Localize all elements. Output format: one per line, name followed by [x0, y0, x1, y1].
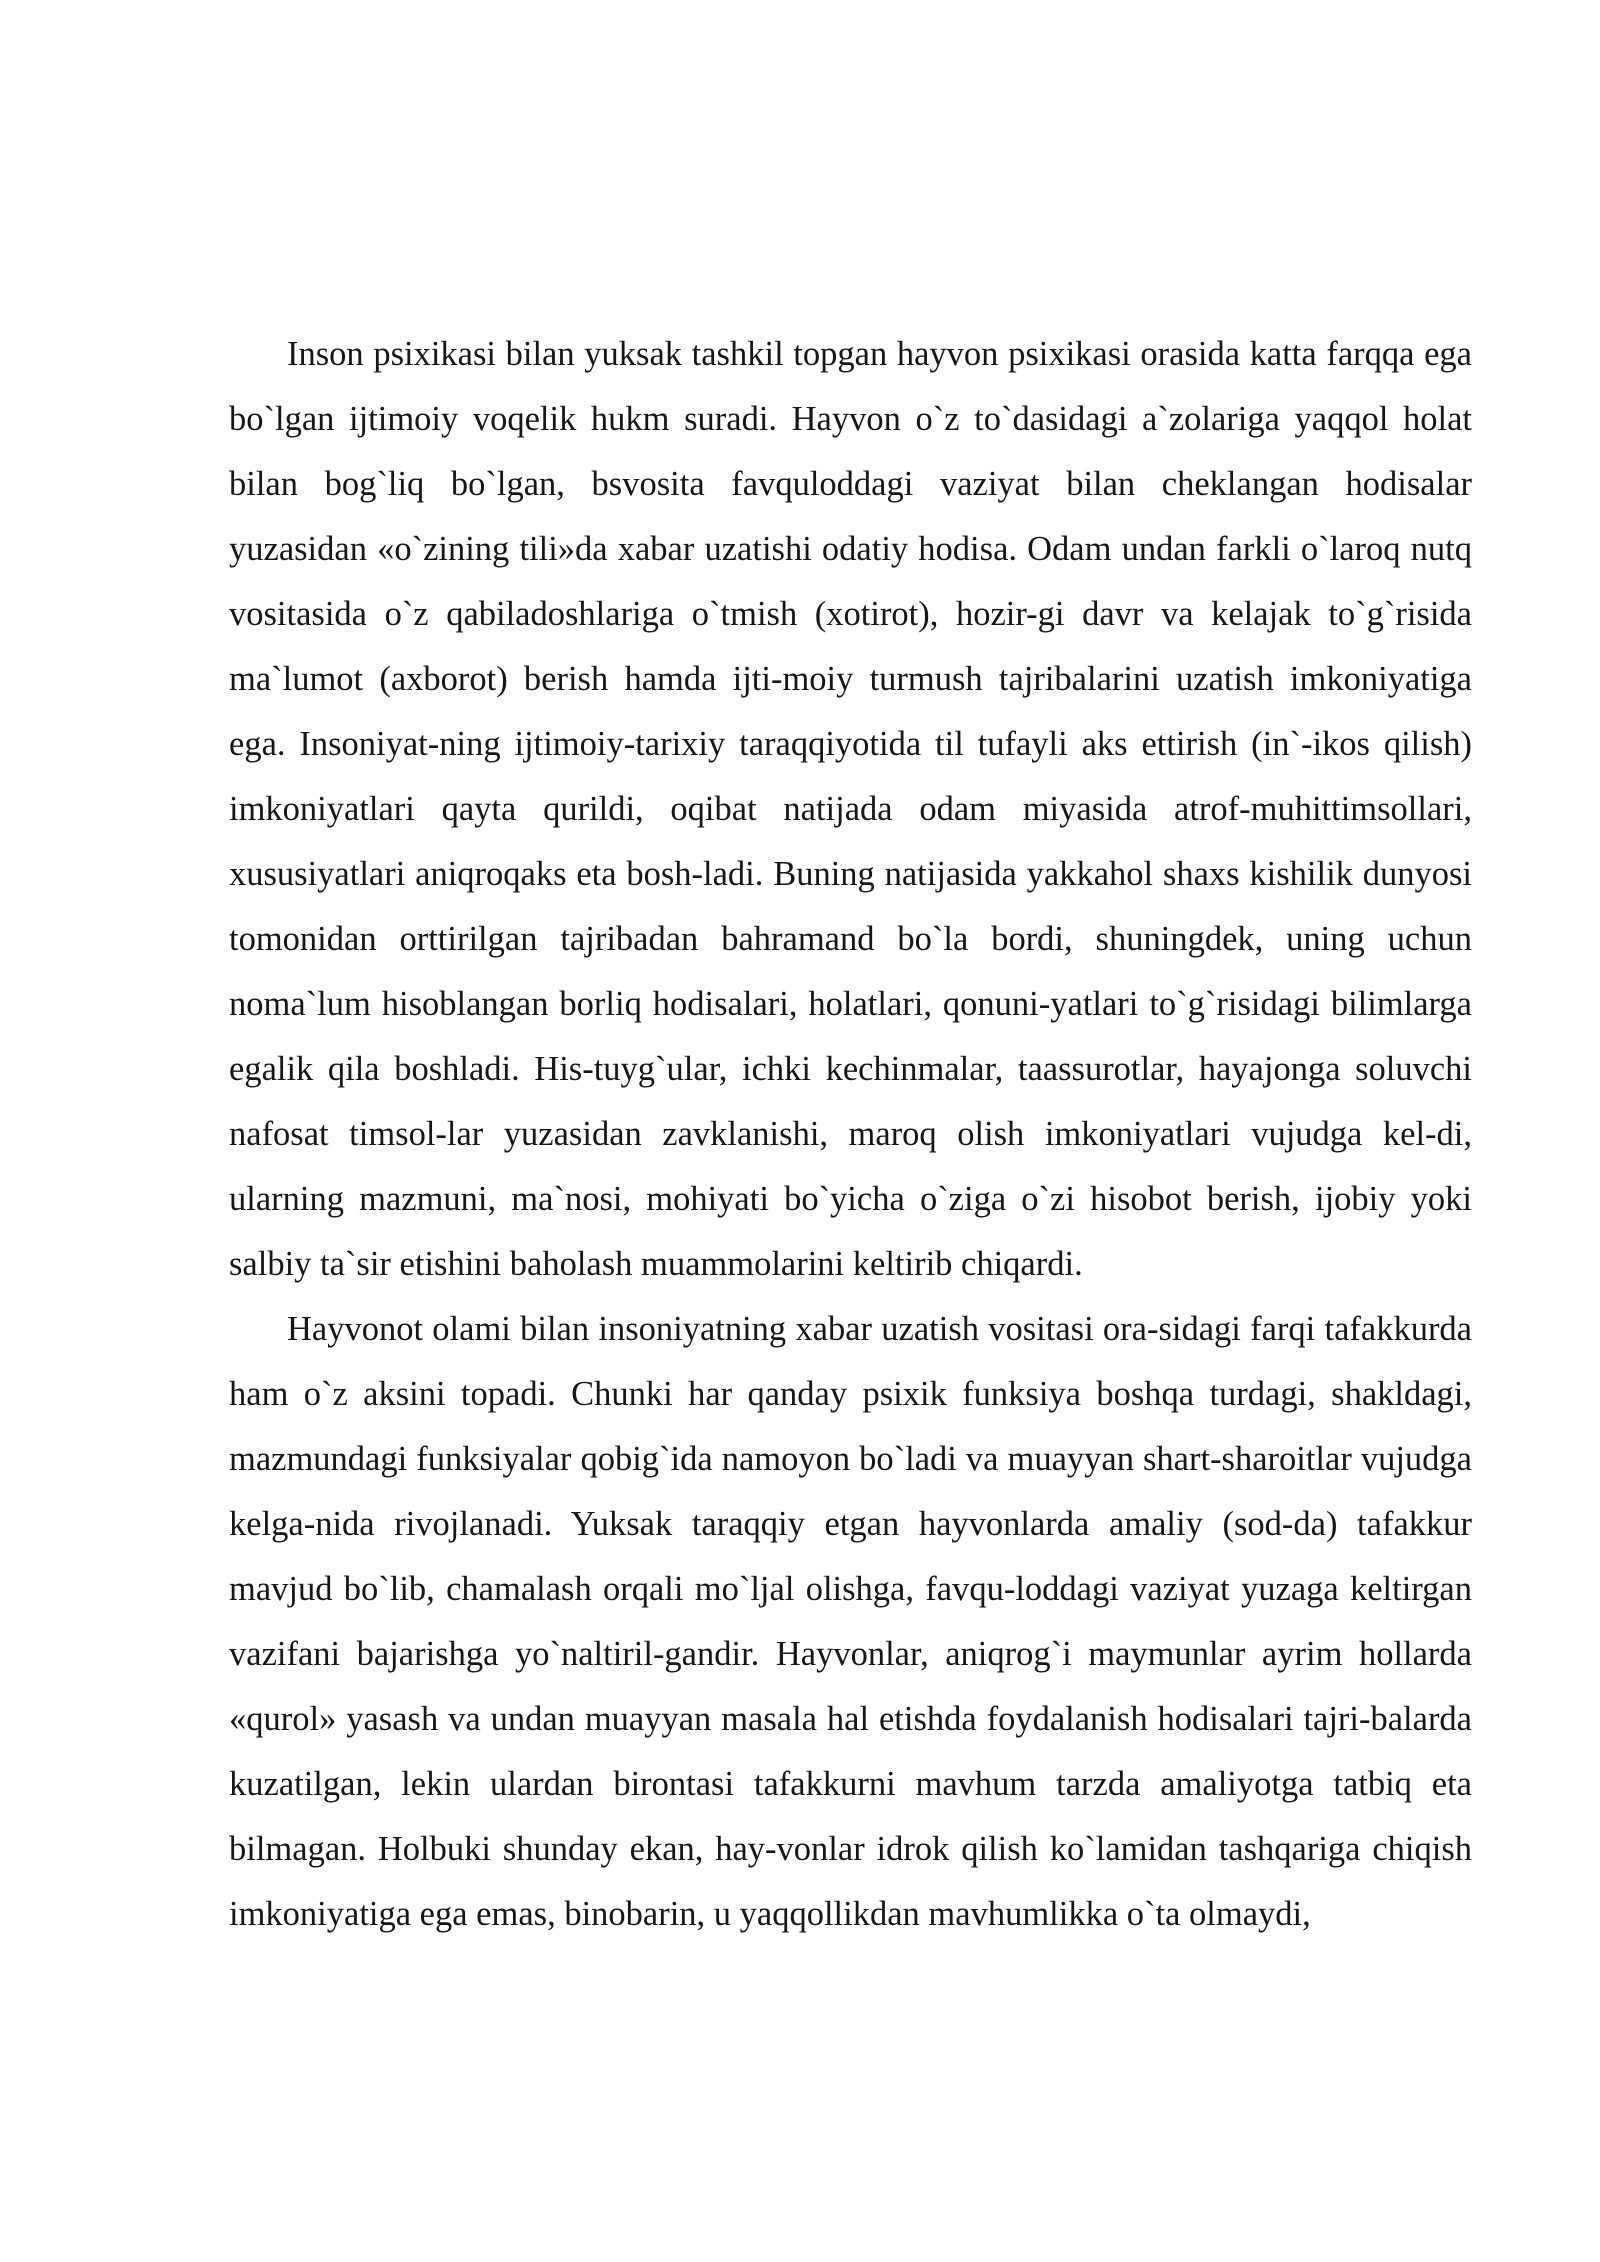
paragraph-thinking-difference: Hayvonot olami bilan insoniyatning xabar uzatish vositasi ora-sidagi farqi tafakkurda ham o`z aksini topadi. Chunki har qanday psixik funksiya boshqa turdagi, shakldagi, mazmundagi funksiyalar qobig`ida namoyon bo`ladi va muayyan shart-sharoitlar vujudga kelga-nida rivojlanadi. Yuksak taraqqiy etgan hayvonlarda amaliy (sod-da) tafakkur mavjud bo`lib, chamalash orqali mo`ljal olishga, favqu-loddagi vaziyat yuzaga keltirgan vazifani bajarishga yo`naltiril-gandir. Hayvonlar, aniqrog`i maymunlar ayrim hollarda «qurol» yasash va undan muayyan masala hal etishda foydalanish hodisalari tajri-balarda kuzatilgan, lekin ulardan birontasi tafakkurni mavhum tarzda amaliyotga tatbiq eta bilmagan. Holbuki shunday ekan, hay-vonlar idrok qilish ko`lamidan tashqariga chiqish imkoniyatiga ega emas, binobarin, u yaqqollikdan mavhumlikka o`ta olmaydi, [229, 1310, 1472, 1933]
document-body [229, 322, 1472, 1947]
paragraph-psyche-comparison: Inson psixikasi bilan yuksak tashkil topgan hayvon psixikasi orasida katta farqqa ega bo`lgan ijtimoiy voqelik hukm suradi. Hayvon o`z to`dasidagi a`zolariga yaqqol holat bilan bog`liq bo`lgan, bsvosita favquloddagi vaziyat bilan cheklangan hodisalar yuzasidan «o`zining tili»da xabar uzatishi odatiy hodisa. Odam undan farkli o`laroq nutq vositasida o`z qabiladoshlariga o`tmish (xotirot), hozir-gi davr va kelajak to`g`risida ma`lumot (axborot) berish hamda ijti-moiy turmush tajribalarini uzatish imkoniyatiga ega. Insoniyat-ning ijtimoiy-tarixiy taraqqiyotida til tufayli aks ettirish (in`-ikos qilish) imkoniyatlari qayta qurildi, oqibat natijada odam miyasida atrof-muhittimsollari, xususiyatlari aniqroqaks eta bosh-ladi. Buning natijasida yakkahol shaxs kishilik dunyosi tomonidan orttirilgan tajribadan bahramand bo`la bordi, shuningdek, uning uchun noma`lum hisoblangan borliq hodisalari, holatlari, qonuni-yatlari to`g`risidagi bilimlarga egalik qila boshladi. His-tuyg`ular, ichki kechinmalar, taassurotlar, hayajonga soluvchi nafosat timsol-lar yuzasidan zavklanishi, maroq olish imkoniyatlari vujudga kel-di, ularning mazmuni, ma`nosi, mohiyati bo`yicha o`ziga o`zi hisobot berish, ijobiy yoki salbiy ta`sir etishini baholash muammolarini keltirib chiqardi. [229, 335, 1472, 1283]
